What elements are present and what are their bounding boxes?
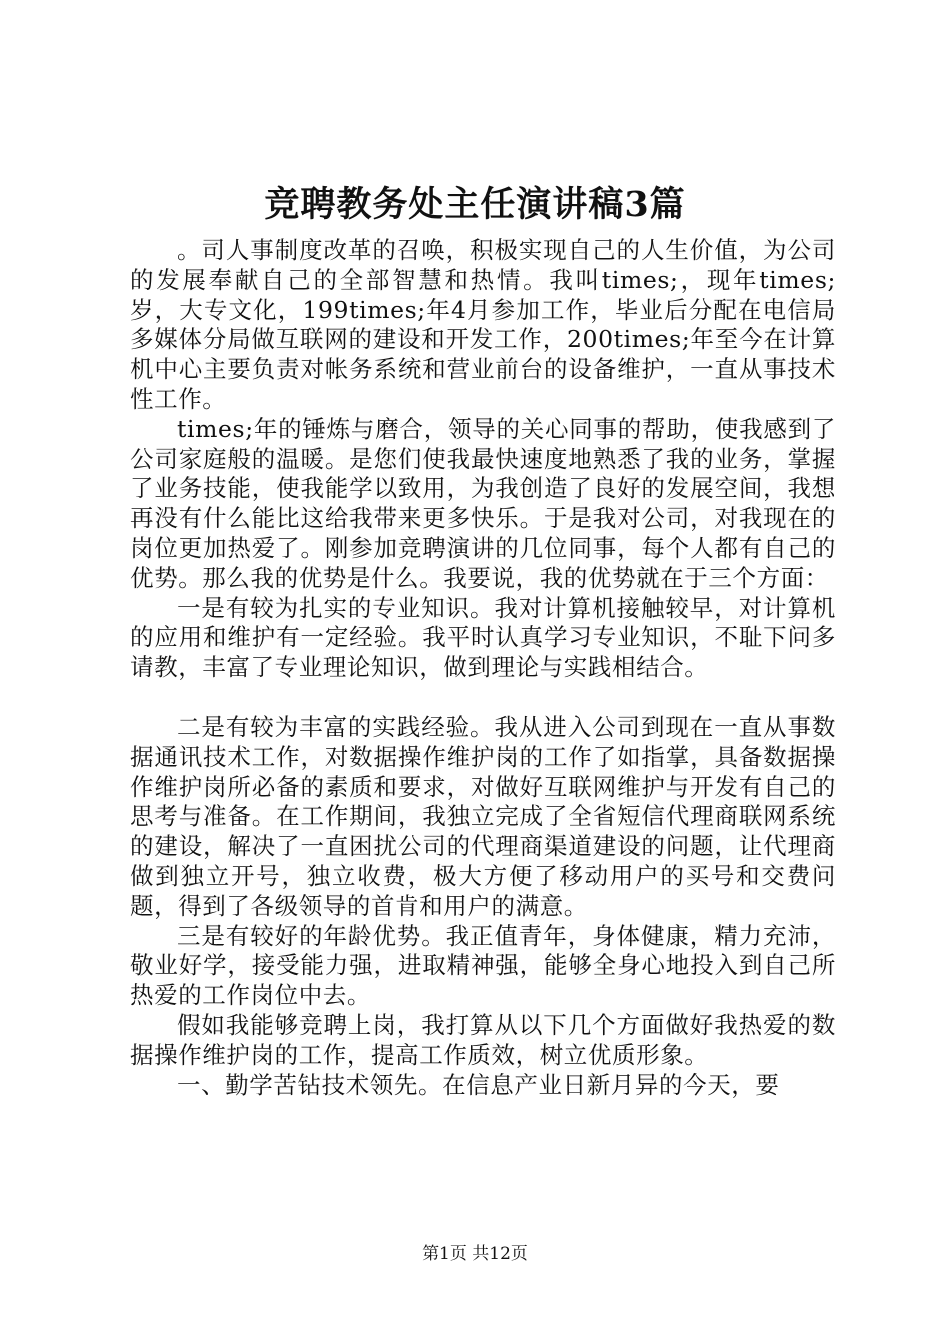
paragraph-plan-item-one: 一、勤学苦钻技术领先。在信息产业日新月异的今天，要 bbox=[177, 1070, 780, 1099]
paragraph-advantage-one: 一是有较为扎实的专业知识。我对计算机接触较早，对计算机的应用和维护有一定经验。我平时认真学习专业知识，不耻下问多请教，丰富了专业理论知识，做到理论与实践相结合。 bbox=[130, 593, 836, 682]
document-body bbox=[130, 236, 836, 1100]
paragraph-experience: times;年的锤炼与磨合，领导的关心同事的帮助，使我感到了公司家庭般的温暖。是您们使我最快速度地熟悉了我的业务，掌握了业务技能，使我能学以致用，为我创造了良好的发展空间，我想再没有什么能比这给我带来更多快乐。于是我对公司，对我现在的岗位更加热爱了。刚参加竞聘演讲的几位同事，每个人都有自己的优势。那么我的优势是什么。我要说，我的优势就在于三个方面： bbox=[130, 414, 836, 592]
paragraph-advantage-three: 三是有较好的年龄优势。我正值青年，身体健康，精力充沛，敬业好学，接受能力强，进取精神强，能够全身心地投入到自己所热爱的工作岗位中去。 bbox=[130, 921, 836, 1010]
paragraph-plan: 假如我能够竞聘上岗，我打算从以下几个方面做好我热爱的数据操作维护岗的工作，提高工作质效，树立优质形象。 bbox=[130, 1010, 836, 1069]
paragraph-advantage-two: 二是有较为丰富的实践经验。我从进入公司到现在一直从事数据通讯技术工作，对数据操作维护岗的工作了如指掌，具备数据操作维护岗所必备的素质和要求，对做好互联网维护与开发有自己的思考与准备。在工作期间，我独立完成了全省短信代理商联网系统的建设，解决了一直困扰公司的代理商渠道建设的问题，让代理商做到独立开号，独立收费，极大方便了移动用户的买号和交费问题，得到了各级领导的首肯和用户的满意。 bbox=[130, 712, 836, 920]
paragraph-intro: 。司人事制度改革的召唤，积极实现自己的人生价值，为公司的发展奉献自己的全部智慧和热情。我叫times;，现年times;岁，大专文化，199times;年4月参加工作，毕业后分配在电信局多媒体分局做互联网的建设和开发工作，200times;年至今在计算机中心主要负责对帐务系统和营业前台的设备维护，一直从事技术性工作。 bbox=[130, 236, 836, 413]
document-title: 竞聘教务处主任演讲稿3篇 bbox=[264, 184, 686, 226]
page-footer: 第1页 共12页 bbox=[422, 1244, 528, 1264]
